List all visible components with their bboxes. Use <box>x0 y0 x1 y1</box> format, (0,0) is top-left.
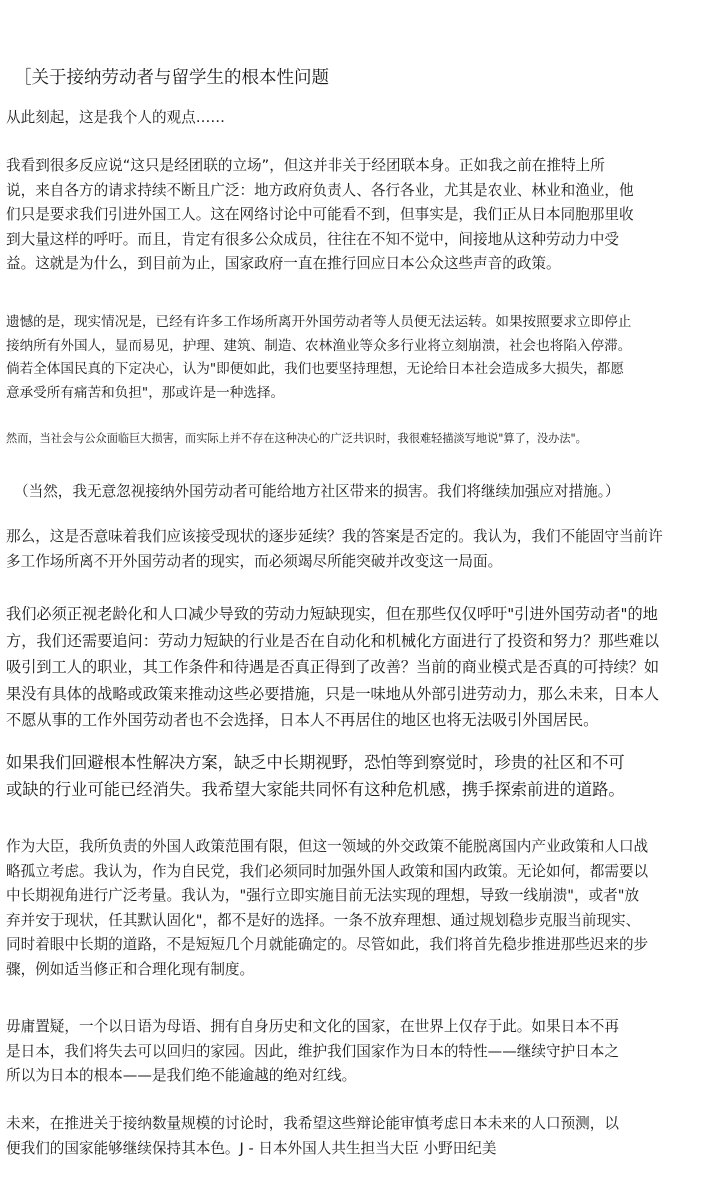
paragraph-line: 们只是要求我们引进外国工人。这在网络讨论中可能看不到，但事实是，我们正从日本同胞那里收 <box>6 206 634 223</box>
paragraph-line: 未来，在推进关于接纳数量规模的讨论时，我希望这些辩论能审慎考虑日本未来的人口预测，以 <box>6 1115 619 1132</box>
paragraph-line: 所以为日本的根本——是我们绝不能逾越的绝对红线。 <box>6 1067 357 1084</box>
paragraph-line: 中长期视角进行广泛考量。我认为，"强行立即实施目前无法实现的理想，导致一线崩溃"，或者"放 <box>6 887 640 904</box>
paragraph-line: 弃并安于现状，任其默认固化"，都不是好的选择。一条不放弃理想、通过规划稳步克服当前现实、 <box>6 911 641 929</box>
paragraph-line: 如果我们回避根本性解决方案，缺乏中长期视野，恐怕等到察觉时，珍贵的社区和不可 <box>6 753 625 772</box>
paragraph-identity <box>6 1015 696 1089</box>
paragraph-line: 多工作场所离不开外国劳动者的现实，而必须竭尽所能突破并改变这一局面。 <box>6 552 503 570</box>
paragraph-aside <box>14 480 704 505</box>
paragraph-line: 便我们的国家能够继续保持其本色。J - 日本外国人共生担当大臣 小野田纪美 <box>6 1139 497 1157</box>
paragraph-line: 益。这就是为什么，到目前为止，国家政府一直在推行回应日本公众这些声音的政策。 <box>6 255 561 272</box>
paragraph-line: 果没有具体的战略或政策来推动这些必要措施，只是一味地从外部引进劳动力，那么未来，日本人 <box>6 684 660 703</box>
paragraph-consensus <box>6 431 696 447</box>
paragraph-line: 作为大臣，我所负责的外国人政策范围有限，但这一领域的外交政策不能脱离国内产业政策和人口战 <box>6 838 649 855</box>
paragraph-intro <box>6 106 696 131</box>
paragraph-line: 骤，例如适当修正和合理化现有制度。 <box>6 960 255 978</box>
paragraph-crisis <box>6 749 696 803</box>
paragraph-line: 倘若全体国民真的下定决心，认为"即便如此，我们也要坚持理想，无论给日本社会造成多大损失，都愿 <box>6 361 624 377</box>
document-title: ［关于接纳劳动者与留学生的根本性问题 <box>14 68 329 88</box>
paragraph-line: 或缺的行业可能已经消失。我希望大家能共同怀有这种危机感，携手探索前进的道路。 <box>6 780 625 799</box>
paragraph-line: 吸引到工人的职业，其工作条件和待遇是否真正得到了改善？当前的商业模式是否真的可持续？如 <box>6 658 660 676</box>
paragraph-line: 毋庸置疑，一个以日语为母语、拥有自身历史和文化的国家，在世界上仅存于此。如果日本不再 <box>6 1018 619 1035</box>
paragraph-line: （当然，我无意忽视接纳外国劳动者可能给地方社区带来的损害。我们将继续加强应对措施。） <box>14 483 620 500</box>
paragraph-line: 然而，当社会与公众面临巨大损害，而实际上并不存在这种决心的广泛共识时，我很难轻描淡写地说"算了，没办法"。 <box>6 432 587 445</box>
paragraph-line: 从此刻起，这是我个人的观点…… <box>6 109 225 126</box>
paragraph-minister <box>6 835 696 982</box>
paragraph-line: 方，我们还需要追问：劳动力短缺的行业是否在自动化和机械化方面进行了投资和努力？那些难以 <box>6 631 660 650</box>
paragraph-line: 遗憾的是，现实情况是，已经有许多工作场所离开外国劳动者等人员便无法运转。如果按照要求立即停止 <box>6 314 632 330</box>
paragraph-closing <box>6 1112 696 1161</box>
paragraph-line: 不愿从事的工作外国劳动者也不会选择，日本人不再居住的地区也将无法吸引外国居民。 <box>6 711 599 729</box>
paragraph-answer <box>6 525 696 574</box>
paragraph-line: 是日本，我们将失去可以回归的家园。因此，维护我们国家作为日本的特性——继续守护日本之 <box>6 1042 619 1060</box>
paragraph-line: 同时着眼中长期的道路，不是短短几个月就能确定的。尽管如此，我们将首先稳步推进那些迟来的步 <box>6 936 649 953</box>
paragraph-line: 到大量这样的呼吁。而且，肯定有很多公众成员，往往在不知不觉中，间接地从这种劳动力中受 <box>6 230 619 248</box>
paragraph-line: 说，来自各方的请求持续不断且广泛：地方政府负责人、各行各业，尤其是农业、林业和渔业，他 <box>6 181 634 199</box>
paragraph-line: 我们必须正视老龄化和人口减少导致的劳动力短缺现实，但在那些仅仅呼吁"引进外国劳动者"的地 <box>6 605 658 623</box>
paragraph-line: 那么，这是否意味着我们应该接受现状的逐步延续？我的答案是否定的。我认为，我们不能固守当前许 <box>6 528 663 545</box>
paragraph-line: 我看到很多反应说“这只是经团联的立场”，但这并非关于经团联本身。正如我之前在推特上所 <box>6 157 605 174</box>
paragraph-line: 意承受所有痛苦和负担"，那或许是一种选择。 <box>6 384 285 401</box>
paragraph-keidanren <box>6 154 696 277</box>
paragraph-reality <box>6 311 696 405</box>
paragraph-line: 接纳所有外国人，显而易见，护理、建筑、制造、农林渔业等众多行业将立刻崩溃，社会也将陷入停滞。 <box>6 337 632 354</box>
paragraph-line: 略孤立考虑。我认为，作为自民党，我们必须同时加强外国人政策和国内政策。无论如何，都需要以 <box>6 862 649 880</box>
paragraph-labor-shortage <box>6 601 696 734</box>
